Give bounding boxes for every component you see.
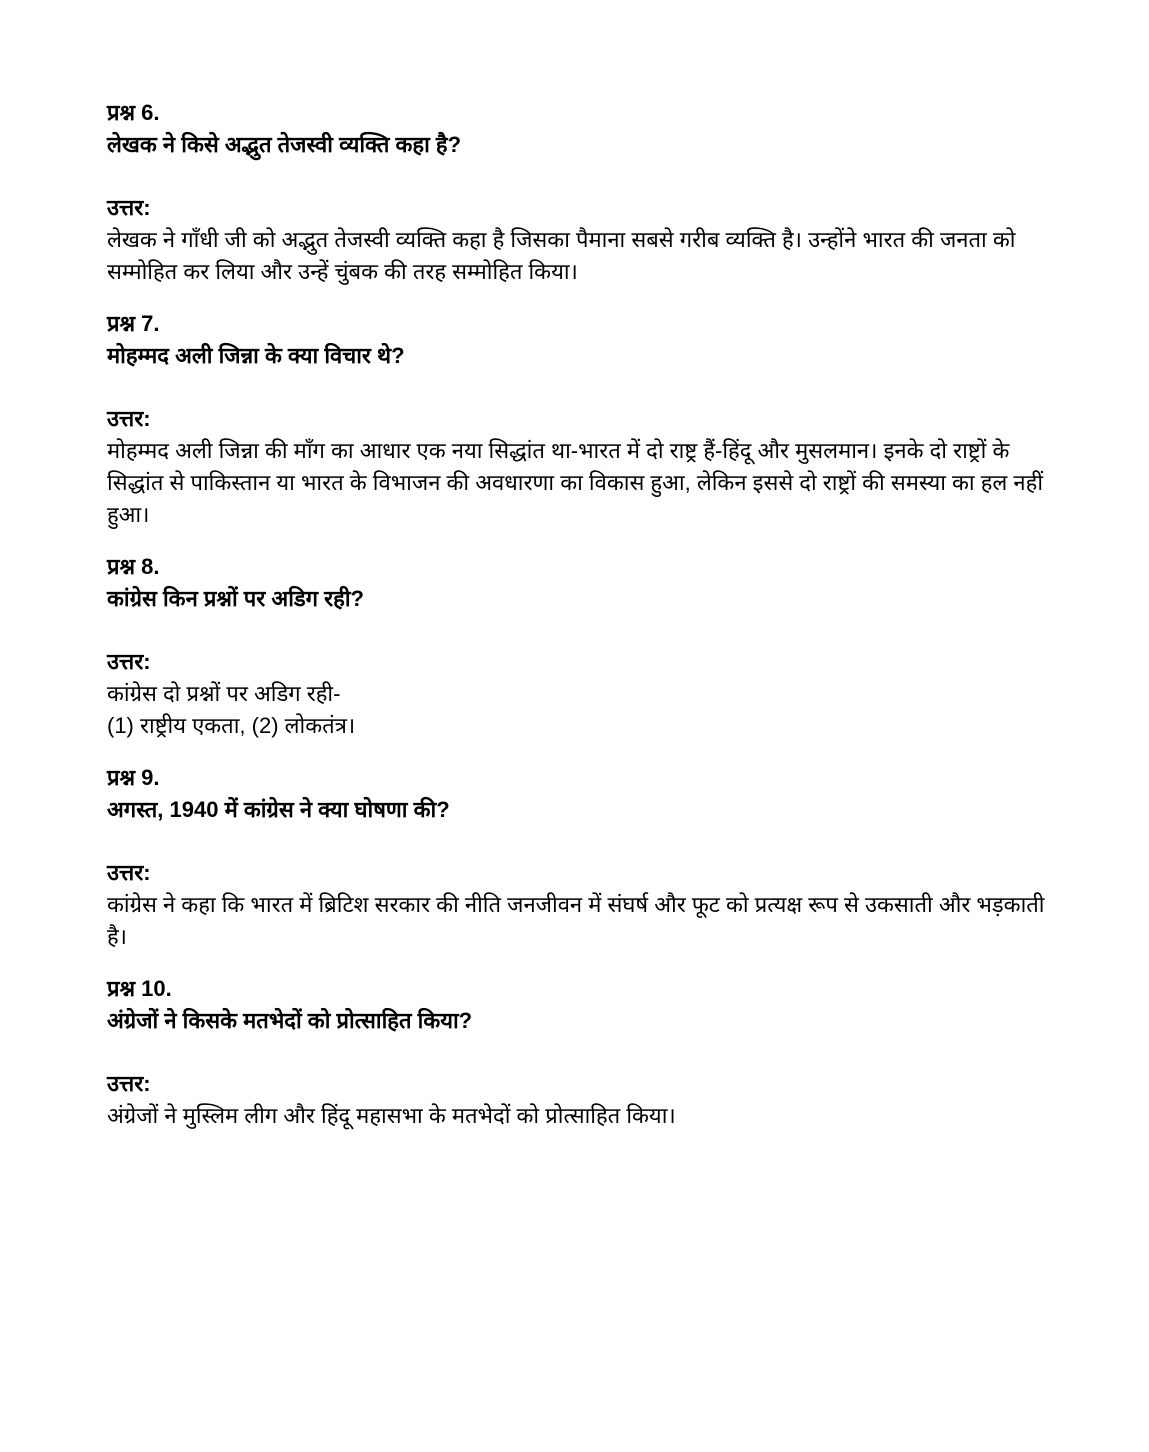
answer-label: उत्तर: <box>107 195 151 220</box>
question-text: लेखक ने किसे अद्भुत तेजस्वी व्यक्ति कहा है? <box>107 132 462 157</box>
answer-body <box>107 678 1063 742</box>
answer-label: उत्तर: <box>107 860 151 885</box>
answer-line: कांग्रेस दो प्रश्नों पर अडिग रही- <box>107 681 341 706</box>
qa-block-q10 <box>107 973 1063 1132</box>
qa-block-q8 <box>107 551 1063 742</box>
question-number: प्रश्न 8. <box>107 554 160 579</box>
qa-block-q9 <box>107 762 1063 953</box>
answer-line: मोहम्मद अली जिन्ना की माँग का आधार एक नया सिद्धांत था-भारत में दो राष्ट्र हैं-हिंदू और मुसलमान। इनके दो राष्ट्रों के सिद्धांत से पाकिस्तान या भारत के विभाजन की अवधारणा का विकास हुआ, लेकिन इससे दो राष्ट्रों की समस्या का हल नहीं हुआ। <box>107 438 1044 527</box>
answer-label: उत्तर: <box>107 1071 151 1096</box>
answer-line: कांग्रेस ने कहा कि भारत में ब्रिटिश सरकार की नीति जनजीवन में संघर्ष और फूट को प्रत्यक्ष रूप से उकसाती और भड़काती है। <box>107 892 1045 949</box>
question-text: अगस्त, 1940 में कांग्रेस ने क्या घोषणा की? <box>107 797 450 822</box>
question-text: मोहम्मद अली जिन्ना के क्या विचार थे? <box>107 343 405 368</box>
question-heading <box>107 97 1063 161</box>
answer-line: लेखक ने गाँधी जी को अद्भुत तेजस्वी व्यक्ति कहा है जिसका पैमाना सबसे गरीब व्यक्ति है। उन्होंने भारत की जनता को सम्मोहित कर लिया और उन्हें चुंबक की तरह सम्मोहित किया। <box>107 227 1016 284</box>
qa-block-q7 <box>107 308 1063 531</box>
answer-line: अंग्रेजों ने मुस्लिम लीग और हिंदू महासभा के मतभेदों को प्रोत्साहित किया। <box>107 1103 676 1128</box>
answer-body <box>107 224 1063 288</box>
question-heading <box>107 308 1063 372</box>
answer-body <box>107 1100 1063 1132</box>
question-heading <box>107 973 1063 1037</box>
qa-block-q6 <box>107 97 1063 288</box>
question-heading <box>107 762 1063 826</box>
answer-body <box>107 889 1063 953</box>
answer-body <box>107 435 1063 531</box>
question-text: अंग्रेजों ने किसके मतभेदों को प्रोत्साहित किया? <box>107 1008 473 1033</box>
question-number: प्रश्न 10. <box>107 976 172 1001</box>
question-text: कांग्रेस किन प्रश्नों पर अडिग रही? <box>107 586 364 611</box>
answer-line: (1) राष्ट्रीय एकता, (2) लोकतंत्र। <box>107 713 356 738</box>
question-number: प्रश्न 9. <box>107 765 160 790</box>
answer-label: उत्तर: <box>107 406 151 431</box>
question-number: प्रश्न 7. <box>107 311 160 336</box>
answer-label: उत्तर: <box>107 649 151 674</box>
question-number: प्रश्न 6. <box>107 100 160 125</box>
question-heading <box>107 551 1063 615</box>
